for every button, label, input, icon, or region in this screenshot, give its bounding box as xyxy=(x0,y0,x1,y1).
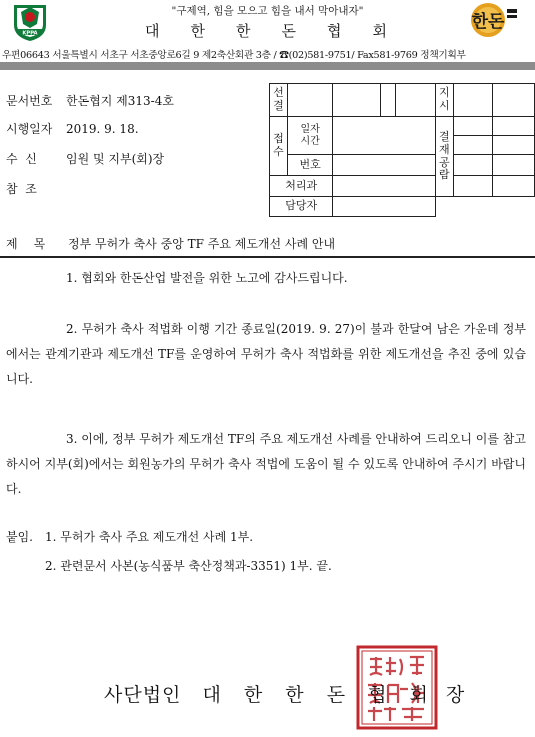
header-divider xyxy=(0,62,535,70)
attachment-label: 붙임. xyxy=(6,530,33,544)
slogan: "구제역, 힘을 모으고 힘을 내서 막아내자" xyxy=(171,5,364,17)
recipient-value: 임원 및 지부(회)장 xyxy=(66,152,165,166)
ilja-sigan-cell: 일자 시간 xyxy=(287,117,333,155)
damdangja-cell: 담당자 xyxy=(270,197,333,217)
kppa-logo-text: KPPA xyxy=(22,30,38,37)
subject-row xyxy=(6,235,335,252)
org-name: 대 한 한 돈 협 회 xyxy=(145,22,390,40)
doc-number: 한돈협지 제313-4호 xyxy=(66,94,174,108)
reference-label: 참 조 xyxy=(6,182,37,196)
handon-brand-logo xyxy=(460,1,522,39)
recipient-label: 수 신 xyxy=(6,152,37,166)
date-value: 2019. 9. 18. xyxy=(66,122,139,136)
attachment-item-2: 2. 관련문서 사본(농식품부 축산정책과-3351) 1부. 끝. xyxy=(45,559,332,573)
date-row xyxy=(6,120,139,137)
paragraph-3: 3. 이에, 정부 무허가 제도개선 TF의 주요 제도개선 사례를 안내하여 드리오니 이를 참고하시어 지부(회)에서는 회원농가의 무허가 축사 적법에 도움이 될 수 있도록 안내하여 주시기 바랍니다. xyxy=(6,432,526,496)
date-label: 시행일자 xyxy=(6,122,53,136)
jeopsu-cell: 접 수 xyxy=(270,117,288,176)
reference-row xyxy=(6,180,66,197)
gyeoljae-gongram-cell: 결 재 공 람 xyxy=(435,117,453,197)
subject-text: 정부 무허가 축사 중앙 TF 주요 제도개선 사례 안내 xyxy=(68,237,336,251)
beonho-cell: 번호 xyxy=(287,155,333,176)
handon-logo-text: 한돈 xyxy=(471,12,505,32)
subject-divider xyxy=(0,256,535,258)
approval-grid xyxy=(269,83,535,217)
paragraph-1: 1. 협회와 한돈산업 발전을 위한 노고에 감사드립니다. xyxy=(66,271,348,285)
ji-si-cell: 지 시 xyxy=(435,84,453,117)
doc-number-row xyxy=(6,92,174,109)
address-line: 우편06643 서울특별시 서초구 서초중앙로6길 9 제2축산회관 3층 / ☎(02)581-9751/ Fax581-9769 정책기획부 xyxy=(2,50,466,61)
subject-label: 제목 xyxy=(6,237,62,251)
paragraph-2: 2. 무허가 축사 적법화 이행 기간 종료일(2019. 9. 27)이 불과 한달여 남은 가운데 정부에서는 관계기관과 제도개선 TF를 운영하여 무허가 축사 적법화를 위한 제도개선을 추진 중에 있습니다. xyxy=(6,322,526,386)
recipient-row xyxy=(6,150,164,167)
signature-name: 사단법인 대 한 한 돈 협 회 장 xyxy=(104,684,466,706)
seon-gyeol-cell: 선 결 xyxy=(270,84,288,117)
attachment-item-1: 1. 무허가 축사 주요 제도개선 사례 1부. xyxy=(45,530,254,544)
cheorigwa-cell: 처리과 xyxy=(270,176,333,197)
doc-number-label: 문서번호 xyxy=(6,94,53,108)
